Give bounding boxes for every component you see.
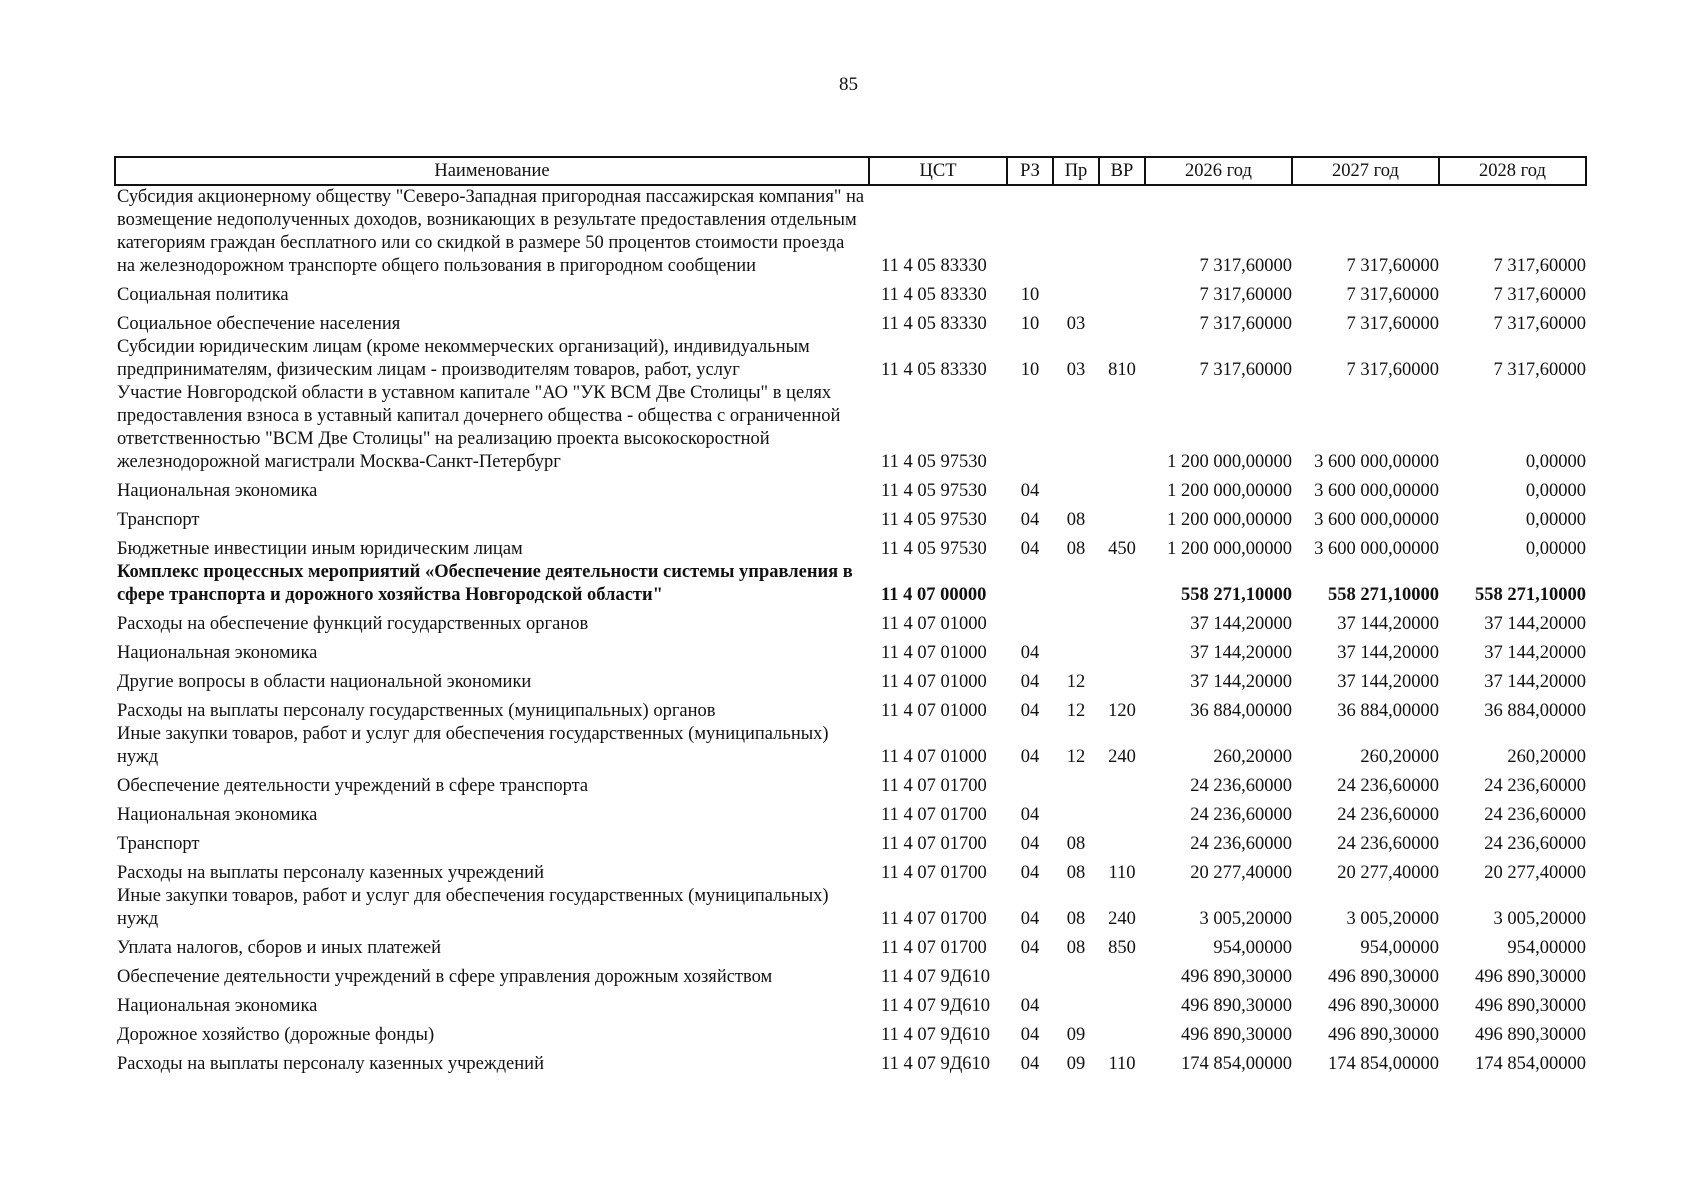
row-pr	[1053, 989, 1099, 1018]
row-2028: 558 271,10000	[1475, 585, 1586, 605]
row-pr	[1053, 960, 1099, 989]
row-rz	[1007, 185, 1053, 278]
row-2026: 558 271,10000	[1181, 585, 1292, 605]
table-body	[115, 185, 1586, 1076]
row-rz	[1007, 607, 1053, 636]
row-name: Расходы на выплаты персоналу казенных учреждений	[117, 1054, 544, 1074]
row-2028: 954,00000	[1507, 938, 1586, 958]
row-2027: 3 005,20000	[1346, 909, 1439, 929]
row-vr	[1099, 827, 1145, 856]
row-cst: 11 4 07 01700	[881, 863, 987, 883]
row-cst: 11 4 05 97530	[881, 481, 987, 501]
row-2026: 496 890,30000	[1181, 1025, 1292, 1045]
row-rz: 10	[1020, 314, 1040, 334]
row-rz	[1007, 960, 1053, 989]
row-name: Расходы на обеспечение функций государственных органов	[117, 614, 589, 634]
row-2026: 37 144,20000	[1190, 614, 1292, 634]
row-cst: 11 4 07 9Д610	[881, 996, 991, 1016]
row-2027: 36 884,00000	[1337, 701, 1439, 721]
row-2026: 174 854,00000	[1181, 1054, 1292, 1074]
table-row	[115, 532, 1586, 561]
row-pr: 03	[1066, 360, 1086, 380]
row-cst: 11 4 07 01000	[881, 672, 987, 692]
row-2026: 496 890,30000	[1181, 967, 1292, 987]
row-2026: 24 236,60000	[1190, 805, 1292, 825]
row-pr	[1053, 278, 1099, 307]
row-2028: 496 890,30000	[1475, 967, 1586, 987]
row-cst: 11 4 07 01700	[881, 938, 987, 958]
header-2028: 2028 год	[1439, 157, 1586, 185]
row-cst: 11 4 07 9Д610	[881, 1054, 991, 1074]
row-2028: 36 884,00000	[1484, 701, 1586, 721]
row-2026: 7 317,60000	[1199, 360, 1292, 380]
row-pr	[1053, 474, 1099, 503]
table-row	[115, 636, 1586, 665]
header-2026: 2026 год	[1145, 157, 1292, 185]
row-rz: 04	[1020, 1054, 1040, 1074]
row-2026: 7 317,60000	[1199, 285, 1292, 305]
row-2026: 20 277,40000	[1190, 863, 1292, 883]
row-2028: 0,00000	[1525, 539, 1586, 559]
row-2026: 954,00000	[1213, 938, 1292, 958]
row-cst: 11 4 05 97530	[881, 539, 987, 559]
row-2026: 24 236,60000	[1190, 834, 1292, 854]
row-name: Национальная экономика	[117, 805, 318, 825]
row-2027: 7 317,60000	[1346, 256, 1439, 276]
row-cst: 11 4 05 83330	[881, 360, 987, 380]
row-pr: 09	[1066, 1054, 1086, 1074]
table-row	[115, 336, 1586, 382]
row-cst: 11 4 05 83330	[881, 314, 987, 334]
row-2027: 24 236,60000	[1337, 805, 1439, 825]
table-row	[115, 607, 1586, 636]
row-vr: 810	[1108, 360, 1136, 380]
row-cst: 11 4 07 01700	[881, 909, 987, 929]
row-cst: 11 4 07 01700	[881, 834, 987, 854]
row-cst: 11 4 05 83330	[881, 285, 987, 305]
row-2028: 496 890,30000	[1475, 1025, 1586, 1045]
row-rz: 10	[1020, 360, 1040, 380]
row-name: Национальная экономика	[117, 643, 318, 663]
row-rz: 04	[1020, 938, 1040, 958]
row-2027: 7 317,60000	[1346, 314, 1439, 334]
row-2027: 3 600 000,00000	[1314, 539, 1439, 559]
row-2027: 7 317,60000	[1346, 360, 1439, 380]
row-pr: 08	[1066, 909, 1086, 929]
table-row	[115, 561, 1586, 607]
row-vr	[1099, 665, 1145, 694]
row-pr: 12	[1066, 672, 1086, 692]
row-cst: 11 4 07 01000	[881, 701, 987, 721]
row-rz: 04	[1020, 539, 1040, 559]
row-pr	[1053, 382, 1099, 474]
row-name: Уплата налогов, сборов и иных платежей	[117, 938, 442, 958]
table-row	[115, 989, 1586, 1018]
table-row	[115, 694, 1586, 723]
row-2027: 3 600 000,00000	[1314, 481, 1439, 501]
table-row	[115, 856, 1586, 885]
table-row	[115, 474, 1586, 503]
row-vr	[1099, 960, 1145, 989]
row-name: Расходы на выплаты персоналу казенных учреждений	[117, 863, 544, 883]
table-row	[115, 960, 1586, 989]
row-vr: 240	[1108, 909, 1136, 929]
header-pr: Пр	[1053, 157, 1099, 185]
row-name: Субсидия акционерному обществу "Северо-Западная пригородная пассажирская компания" на возмещение недополученных доходов, возникающих в результате предоставления отдельным категориям граждан бесплатного или со скидкой в размере 50 процентов стоимости проезда на железнодорожном транспорте общего пользования в пригородном сообщении	[117, 187, 865, 276]
row-cst: 11 4 07 01700	[881, 805, 987, 825]
row-cst: 11 4 07 01700	[881, 776, 987, 796]
row-vr	[1099, 561, 1145, 607]
row-2028: 7 317,60000	[1493, 360, 1586, 380]
row-cst: 11 4 07 01000	[881, 643, 987, 663]
row-vr: 110	[1108, 863, 1136, 883]
row-2026: 1 200 000,00000	[1167, 539, 1292, 559]
row-2028: 24 236,60000	[1484, 834, 1586, 854]
row-cst: 11 4 07 01000	[881, 747, 987, 767]
row-2027: 37 144,20000	[1337, 672, 1439, 692]
row-name: Социальная политика	[117, 285, 289, 305]
row-cst: 11 4 05 83330	[881, 256, 987, 276]
row-2027: 24 236,60000	[1337, 776, 1439, 796]
row-2028: 0,00000	[1525, 452, 1586, 472]
table-row	[115, 769, 1586, 798]
row-pr	[1053, 798, 1099, 827]
row-name: Иные закупки товаров, работ и услуг для обеспечения государственных (муниципальных) нужд	[117, 886, 829, 929]
table-header-row	[115, 157, 1586, 185]
row-vr	[1099, 607, 1145, 636]
table-row	[115, 798, 1586, 827]
page-number: 85	[839, 74, 858, 95]
row-name: Транспорт	[117, 510, 200, 530]
table-row	[115, 278, 1586, 307]
row-2028: 37 144,20000	[1484, 672, 1586, 692]
row-rz: 04	[1020, 510, 1040, 530]
row-pr	[1053, 561, 1099, 607]
row-rz: 10	[1020, 285, 1040, 305]
row-cst: 11 4 05 97530	[881, 510, 987, 530]
header-vr: ВР	[1099, 157, 1145, 185]
row-vr: 450	[1108, 539, 1136, 559]
row-name: Другие вопросы в области национальной экономики	[117, 672, 532, 692]
row-pr: 03	[1066, 314, 1086, 334]
row-2027: 174 854,00000	[1328, 1054, 1439, 1074]
row-2027: 954,00000	[1360, 938, 1439, 958]
row-name: Иные закупки товаров, работ и услуг для обеспечения государственных (муниципальных) нужд	[117, 724, 829, 767]
row-rz: 04	[1020, 747, 1040, 767]
row-pr: 09	[1066, 1025, 1086, 1045]
row-2026: 3 005,20000	[1199, 909, 1292, 929]
row-2028: 7 317,60000	[1493, 314, 1586, 334]
row-2027: 558 271,10000	[1328, 585, 1439, 605]
table-row	[115, 1047, 1586, 1076]
row-name: Национальная экономика	[117, 996, 318, 1016]
row-rz: 04	[1020, 834, 1040, 854]
row-pr: 08	[1066, 834, 1086, 854]
table-row	[115, 665, 1586, 694]
row-rz: 04	[1020, 863, 1040, 883]
row-2028: 0,00000	[1525, 510, 1586, 530]
row-name: Расходы на выплаты персоналу государственных (муниципальных) органов	[117, 701, 716, 721]
row-2028: 174 854,00000	[1475, 1054, 1586, 1074]
row-2027: 260,20000	[1360, 747, 1439, 767]
row-2028: 7 317,60000	[1493, 256, 1586, 276]
row-pr	[1053, 607, 1099, 636]
row-cst: 11 4 05 97530	[881, 452, 987, 472]
row-vr	[1099, 769, 1145, 798]
table-row	[115, 503, 1586, 532]
row-2026: 37 144,20000	[1190, 643, 1292, 663]
row-rz: 04	[1020, 805, 1040, 825]
row-vr	[1099, 278, 1145, 307]
row-rz: 04	[1020, 996, 1040, 1016]
row-vr	[1099, 989, 1145, 1018]
table-row	[115, 723, 1586, 769]
header-2027: 2027 год	[1292, 157, 1439, 185]
table-row	[115, 307, 1586, 336]
row-pr: 12	[1066, 747, 1086, 767]
row-rz: 04	[1020, 1025, 1040, 1045]
row-2027: 3 600 000,00000	[1314, 510, 1439, 530]
header-cst: ЦСТ	[869, 157, 1007, 185]
row-2027: 496 890,30000	[1328, 996, 1439, 1016]
row-2026: 260,20000	[1213, 747, 1292, 767]
row-pr: 08	[1066, 938, 1086, 958]
row-2026: 1 200 000,00000	[1167, 452, 1292, 472]
row-2026: 1 200 000,00000	[1167, 481, 1292, 501]
row-pr: 08	[1066, 863, 1086, 883]
row-2028: 37 144,20000	[1484, 614, 1586, 634]
row-vr	[1099, 503, 1145, 532]
row-vr: 240	[1108, 747, 1136, 767]
row-vr	[1099, 307, 1145, 336]
header-name: Наименование	[115, 157, 869, 185]
row-rz: 04	[1020, 701, 1040, 721]
row-name: Обеспечение деятельности учреждений в сфере транспорта	[117, 776, 589, 796]
row-2028: 3 005,20000	[1493, 909, 1586, 929]
row-2027: 3 600 000,00000	[1314, 452, 1439, 472]
row-vr	[1099, 474, 1145, 503]
row-name: Субсидии юридическим лицам (кроме некоммерческих организаций), индивидуальным предпринимателям, физическим лицам - производителям товаров, работ, услуг	[117, 337, 810, 380]
table-row	[115, 885, 1586, 931]
header-rz: РЗ	[1007, 157, 1053, 185]
row-rz: 04	[1020, 672, 1040, 692]
row-2028: 20 277,40000	[1484, 863, 1586, 883]
row-2027: 7 317,60000	[1346, 285, 1439, 305]
row-cst: 11 4 07 01000	[881, 614, 987, 634]
row-pr	[1053, 769, 1099, 798]
row-vr	[1099, 798, 1145, 827]
row-name: Транспорт	[117, 834, 200, 854]
row-2026: 1 200 000,00000	[1167, 510, 1292, 530]
budget-table	[114, 156, 1587, 1076]
row-name: Бюджетные инвестиции иным юридическим лицам	[117, 539, 523, 559]
row-cst: 11 4 07 00000	[881, 585, 987, 605]
row-vr	[1099, 636, 1145, 665]
row-2026: 36 884,00000	[1190, 701, 1292, 721]
row-rz	[1007, 769, 1053, 798]
table-row	[115, 185, 1586, 278]
row-name: Комплекс процессных мероприятий «Обеспечение деятельности системы управления в сфере транспорта и дорожного хозяйства Новгородской области"	[117, 562, 853, 605]
row-2028: 7 317,60000	[1493, 285, 1586, 305]
row-2026: 7 317,60000	[1199, 256, 1292, 276]
table-row	[115, 1018, 1586, 1047]
row-rz: 04	[1020, 909, 1040, 929]
row-name: Социальное обеспечение населения	[117, 314, 401, 334]
table-row	[115, 382, 1586, 474]
row-cst: 11 4 07 9Д610	[881, 967, 991, 987]
row-vr	[1099, 382, 1145, 474]
table-row	[115, 931, 1586, 960]
row-2028: 24 236,60000	[1484, 805, 1586, 825]
row-2028: 24 236,60000	[1484, 776, 1586, 796]
row-2027: 37 144,20000	[1337, 614, 1439, 634]
row-2026: 7 317,60000	[1199, 314, 1292, 334]
row-rz	[1007, 382, 1053, 474]
row-2028: 496 890,30000	[1475, 996, 1586, 1016]
row-vr: 110	[1108, 1054, 1136, 1074]
row-pr: 08	[1066, 539, 1086, 559]
row-pr: 12	[1066, 701, 1086, 721]
row-name: Национальная экономика	[117, 481, 318, 501]
row-2027: 37 144,20000	[1337, 643, 1439, 663]
row-name: Обеспечение деятельности учреждений в сфере управления дорожным хозяйством	[117, 967, 773, 987]
row-2027: 496 890,30000	[1328, 967, 1439, 987]
row-pr	[1053, 636, 1099, 665]
row-rz: 04	[1020, 481, 1040, 501]
row-2026: 24 236,60000	[1190, 776, 1292, 796]
row-rz	[1007, 561, 1053, 607]
row-rz: 04	[1020, 643, 1040, 663]
row-2026: 496 890,30000	[1181, 996, 1292, 1016]
row-pr: 08	[1066, 510, 1086, 530]
row-vr	[1099, 1018, 1145, 1047]
row-2027: 20 277,40000	[1337, 863, 1439, 883]
row-2027: 496 890,30000	[1328, 1025, 1439, 1045]
row-cst: 11 4 07 9Д610	[881, 1025, 991, 1045]
row-vr: 850	[1108, 938, 1136, 958]
row-pr	[1053, 185, 1099, 278]
row-vr	[1099, 185, 1145, 278]
row-name: Участие Новгородской области в уставном капитале "АО "УК ВСМ Две Столицы" в целях предоставления взноса в уставный капитал дочернего общества - общества с ограниченной ответственностью "ВСМ Две Столицы" на реализацию проекта высокоскоростной железнодорожной магистрали Москва-Санкт-Петербург	[117, 383, 841, 472]
row-2028: 37 144,20000	[1484, 643, 1586, 663]
row-2028: 0,00000	[1525, 481, 1586, 501]
row-name: Дорожное хозяйство (дорожные фонды)	[117, 1025, 435, 1045]
row-2027: 24 236,60000	[1337, 834, 1439, 854]
row-vr: 120	[1108, 701, 1136, 721]
row-2028: 260,20000	[1507, 747, 1586, 767]
table-row	[115, 827, 1586, 856]
row-2026: 37 144,20000	[1190, 672, 1292, 692]
